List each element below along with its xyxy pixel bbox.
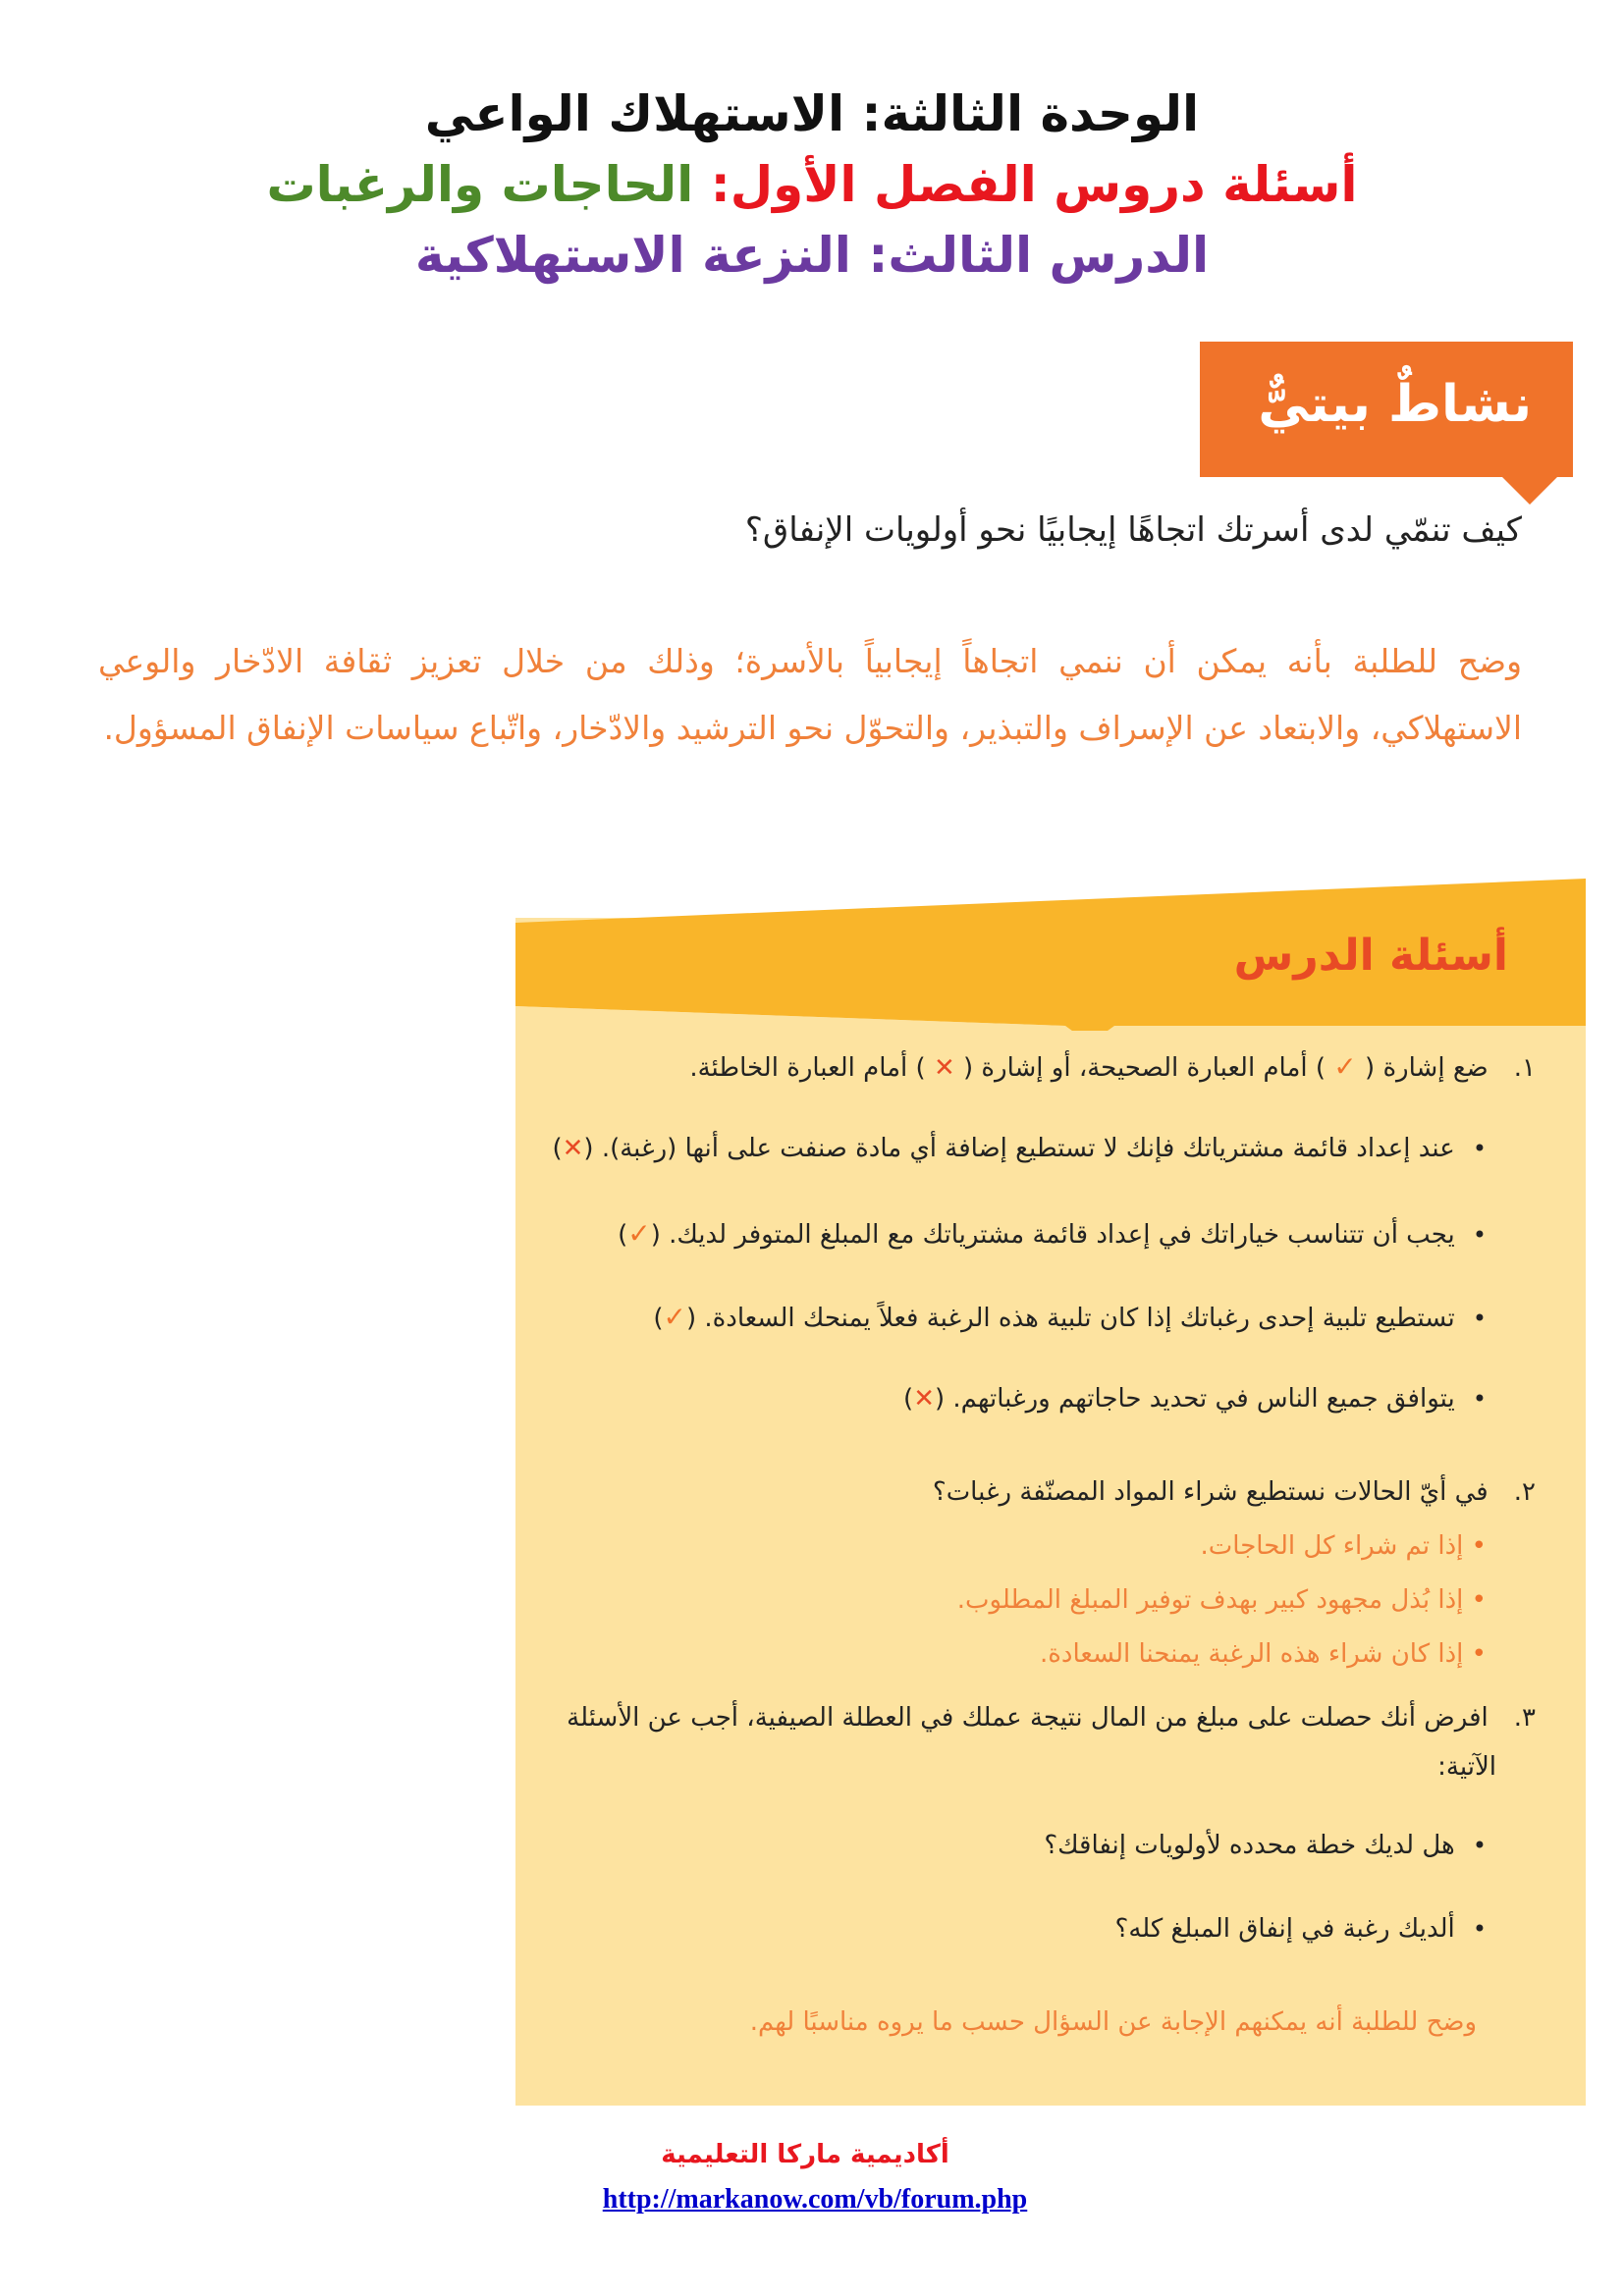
lesson-questions-title: أسئلة الدرس bbox=[1233, 931, 1508, 981]
chapter-prefix: أسئلة دروس الفصل الأول: bbox=[710, 156, 1358, 213]
q3-item-text: هل لديك خطة محدده لأولويات إنفاقك؟ bbox=[1044, 1831, 1455, 1860]
question-1 bbox=[689, 1050, 1536, 1083]
q1-item: • عند إعداد قائمة مشترياتك فإنك لا تستطيع إضافة أي مادة صنفت على أنها (رغبة). (✕) bbox=[552, 1134, 1496, 1163]
q1-item-text: يجب أن تتناسب خياراتك في إعداد قائمة مشترياتك مع المبلغ المتوفر لديك. bbox=[669, 1220, 1455, 1250]
q3-item bbox=[1044, 1831, 1496, 1860]
bullet-icon: • bbox=[1472, 1832, 1488, 1859]
q1-item: • تستطيع تلبية إحدى رغباتك إذا كان تلبية هذه الرغبة فعلاً يمنحك السعادة. (✓) bbox=[653, 1301, 1496, 1333]
page-header bbox=[0, 79, 1624, 291]
q1-item-text: عند إعداد قائمة مشترياتك فإنك لا تستطيع إضافة أي مادة صنفت على أنها (رغبة). bbox=[601, 1134, 1455, 1163]
q2-answer-text: إذا كان شراء هذه الرغبة يمنحنا السعادة. bbox=[1040, 1639, 1464, 1669]
academy-name: أكاديمية ماركا التعليمية bbox=[661, 2140, 949, 2169]
activity-question: كيف تنمّي لدى أسرتك اتجاهًا إيجابيًا نحو أولويات الإنفاق؟ bbox=[744, 510, 1522, 550]
home-activity-badge bbox=[1200, 342, 1573, 477]
question-2 bbox=[933, 1477, 1536, 1507]
question-3-number: ٣. bbox=[1513, 1703, 1536, 1733]
question-3-line-2: الآتية: bbox=[1437, 1752, 1496, 1782]
bullet-icon: • bbox=[1472, 1915, 1488, 1943]
q2-answer-text: إذا تم شراء كل الحاجات. bbox=[1200, 1531, 1464, 1561]
question-1-number: ١. bbox=[1513, 1053, 1536, 1083]
q2-answer bbox=[1040, 1639, 1487, 1669]
home-activity-label: نشاطٌ بيتيٌّ bbox=[1258, 375, 1532, 434]
cross-mark-icon: ✕ bbox=[913, 1384, 935, 1414]
q3-item bbox=[1115, 1914, 1496, 1944]
q3-item-text: ألديك رغبة في إنفاق المبلغ كله؟ bbox=[1114, 1914, 1455, 1944]
badge-pointer bbox=[1502, 477, 1557, 505]
bullet-icon: • bbox=[1472, 1221, 1488, 1249]
q3-note: وضح للطلبة أنه يمكنهم الإجابة عن السؤال حسب ما يروه مناسبًا لهم. bbox=[749, 2007, 1477, 2037]
bullet-icon: • bbox=[1471, 1639, 1487, 1669]
chapter-name: الحاجات والرغبات bbox=[266, 156, 694, 213]
activity-answer: وضح للطلبة بأنه يمكن أن ننمي اتجاهاً إيجابياً بالأسرة؛ وذلك من خلال تعزيز ثقافة الادّخار والوعي الاستهلاكي، والابتعاد عن الإسراف والتبذير، والتحوّل نحو الترشيد والادّخار، واتّباع سياسات الإنفاق المسؤول. bbox=[98, 642, 1522, 747]
question-2-number: ٢. bbox=[1513, 1477, 1536, 1507]
question-1-text-b: ) أمام العبارة الصحيحة، أو إشارة ( bbox=[963, 1053, 1326, 1083]
unit-title: الوحدة الثالثة: الاستهلاك الواعي bbox=[424, 85, 1200, 142]
q2-answer-text: إذا بُذل مجهود كبير بهدف توفير المبلغ المطلوب. bbox=[956, 1585, 1464, 1615]
forum-link[interactable]: http://markanow.com/vb/forum.php bbox=[602, 2184, 1028, 2215]
cross-mark-icon: ✕ bbox=[562, 1134, 584, 1163]
question-3-text: افرض أنك حصلت على مبلغ من المال نتيجة عملك في العطلة الصيفية، أجب عن الأسئلة bbox=[567, 1703, 1489, 1733]
bullet-icon: • bbox=[1471, 1585, 1487, 1615]
bullet-icon: • bbox=[1471, 1531, 1487, 1561]
q1-item-text: يتوافق جميع الناس في تحديد حاجاتهم ورغباتهم. bbox=[952, 1384, 1455, 1414]
bullet-icon: • bbox=[1472, 1305, 1488, 1332]
check-mark-icon: ✓ bbox=[1333, 1050, 1357, 1083]
q1-item: • يتوافق جميع الناس في تحديد حاجاتهم ورغباتهم. (✕) bbox=[903, 1384, 1496, 1414]
bullet-icon: • bbox=[1472, 1385, 1488, 1413]
q1-item-text: تستطيع تلبية إحدى رغباتك إذا كان تلبية هذه الرغبة فعلاً يمنحك السعادة. bbox=[704, 1304, 1455, 1333]
chapter-title bbox=[0, 149, 1624, 220]
q1-item: • يجب أن تتناسب خياراتك في إعداد قائمة مشترياتك مع المبلغ المتوفر لديك. (✓) bbox=[618, 1217, 1496, 1250]
question-3 bbox=[567, 1703, 1536, 1733]
question-2-text: في أيّ الحالات نستطيع شراء المواد المصنّفة رغبات؟ bbox=[932, 1477, 1489, 1507]
q2-answer bbox=[957, 1585, 1487, 1615]
q2-answer bbox=[1201, 1531, 1487, 1561]
cross-mark-icon: ✕ bbox=[933, 1053, 955, 1083]
question-1-text-a: ضع إشارة ( bbox=[1365, 1053, 1489, 1083]
check-mark-icon: ✓ bbox=[627, 1217, 651, 1250]
bullet-icon: • bbox=[1472, 1135, 1488, 1162]
question-1-text-c: ) أمام العبارة الخاطئة. bbox=[689, 1053, 926, 1083]
lesson-title: الدرس الثالث: النزعة الاستهلاكية bbox=[414, 227, 1210, 284]
check-mark-icon: ✓ bbox=[663, 1301, 686, 1333]
